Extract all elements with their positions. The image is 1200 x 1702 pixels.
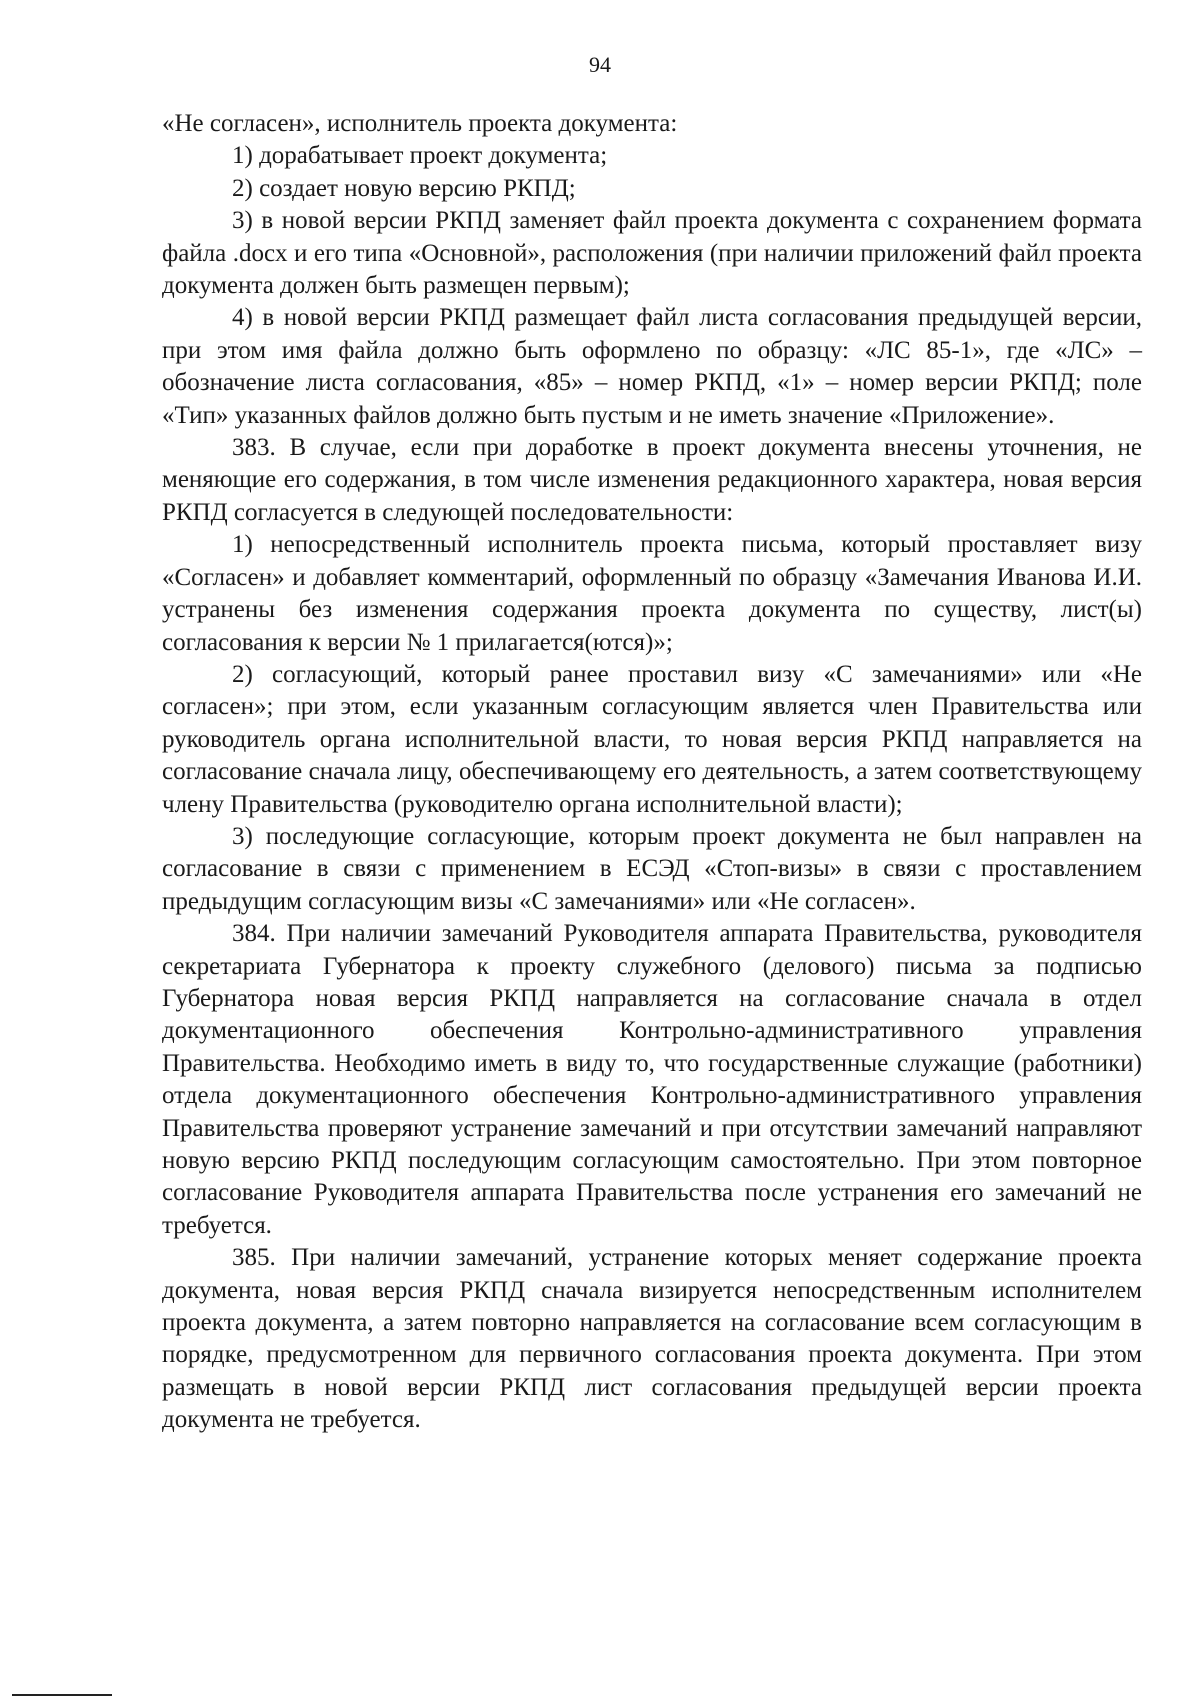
list-item: 1) дорабатывает проект документа;	[232, 142, 608, 170]
paragraph-385: 385. При наличии замечаний, устранение которых меняет содержание проекта документа, новая версия РКПД сначала визируется непосредственным исполнителем проекта документа, а затем повторно направляется на согласование всем согласующим в порядке, предусмотренном для первичного согласования проекта документа. При этом размещать в новой версии РКПД лист согласования предыдущей версии проекта документа не требуется.	[162, 1244, 1142, 1434]
list-item: 2) создает новую версию РКПД;	[232, 174, 576, 202]
paragraph: «Не согласен», исполнитель проекта документа:	[162, 110, 678, 137]
list-item: 4) в новой версии РКПД размещает файл листа согласования предыдущей версии, при этом имя файла должно быть оформлено по образцу: «ЛС 85-1», где «ЛС» – обозначение листа согласования, «85» – номер РКПД, «1» – номер версии РКПД; поле «Тип» указанных файлов должно быть пустым и не иметь значение «Приложение».	[162, 304, 1142, 429]
page-number: 94	[589, 52, 611, 77]
paragraph-383: 383. В случае, если при доработке в проект документа внесены уточнения, не меняющие его содержания, в том числе изменения редакционного характера, новая версия РКПД согласуется в следующей последовательности:	[162, 434, 1142, 526]
list-item: 1) непосредственный исполнитель проекта письма, который проставляет визу «Согласен» и добавляет комментарий, оформленный по образцу «Замечания Иванова И.И. устранены без изменения содержания проекта документа по существу, лист(ы) согласования к версии № 1 прилагается(ются)»;	[162, 531, 1142, 656]
document-body	[162, 108, 1142, 1437]
list-item: 3) в новой версии РКПД заменяет файл проекта документа с сохранением формата файла .docx и его типа «Основной», расположения (при наличии приложений файл проекта документа должен быть размещен первым);	[162, 207, 1142, 300]
footer-rule	[12, 1694, 112, 1696]
paragraph-384: 384. При наличии замечаний Руководителя аппарата Правительства, руководителя секретариата Губернатора к проекту служебного (делового) письма за подписью Губернатора новая версия РКПД направляется на согласование сначала в отдел документационного обеспечения Контрольно-административного управления Правительства. Необходимо иметь в виду то, что государственные служащие (работники) отдела документационного обеспечения Контрольно-административного управления Правительства проверяют устранение замечаний и при отсутствии замечаний направляют новую версию РКПД последующим согласующим самостоятельно. При этом повторное согласование Руководителя аппарата Правительства после устранения его замечаний не требуется.	[162, 920, 1142, 1239]
list-item: 3) последующие согласующие, которым проект документа не был направлен на согласование в связи с применением в ЕСЭД «Стоп-визы» в связи с проставлением предыдущим согласующим визы «С замечаниями» или «Не согласен».	[162, 822, 1142, 915]
list-item: 2) согласующий, который ранее проставил визу «С замечаниями» или «Не согласен»; при этом, если указанным согласующим является член Правительства или руководитель органа исполнительной власти, то новая версия РКПД направляется на согласование сначала лицу, обеспечивающему его деятельность, а затем соответствующему члену Правительства (руководителю органа исполнительной власти);	[162, 660, 1142, 818]
